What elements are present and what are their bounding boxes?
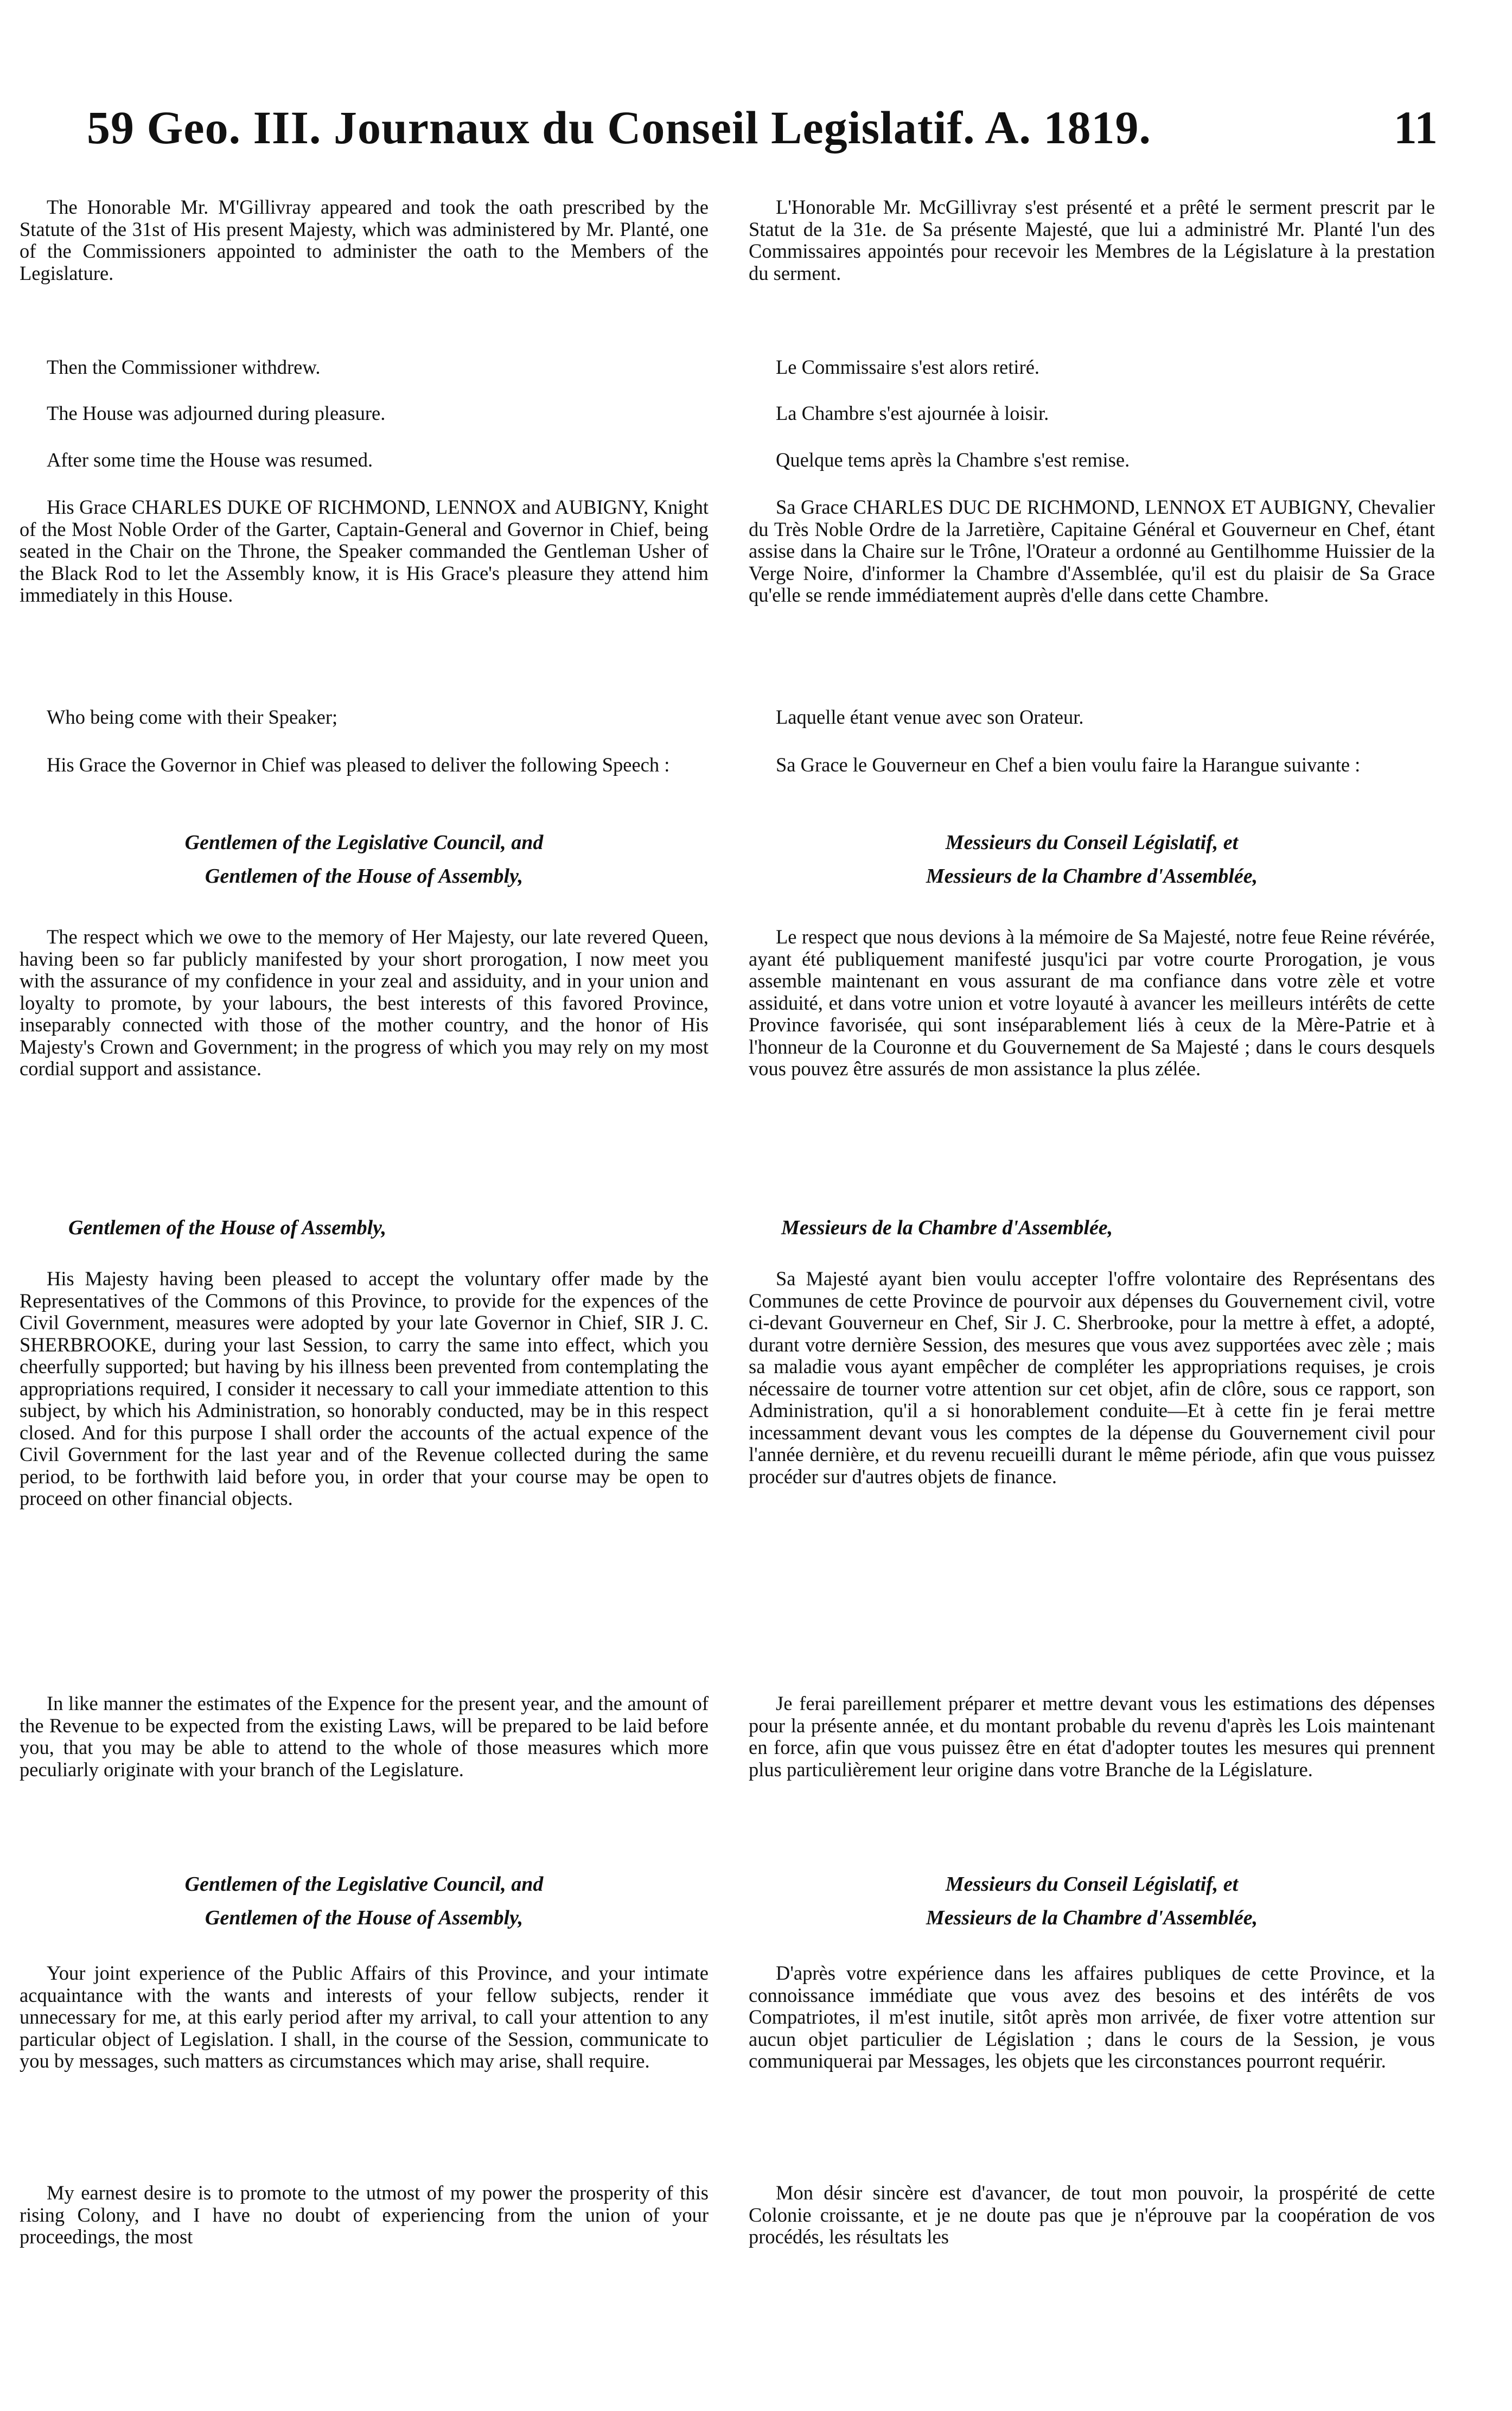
- heading-line: Gentlemen of the House of Assembly,: [68, 1216, 387, 1239]
- paragraph-estimates: Je ferai pareillement préparer et mettre devant vous les estimations des dépenses pour la présente année, et du montant probable du revenu d'après les Lois maintenant en force, afin que vous puissez être en état d'adopter toutes les mesures qui prennent plus particulièrement leur origine dans votre Branche de la Législature.: [749, 1692, 1435, 1781]
- heading-both-houses-2: [749, 1867, 1435, 1935]
- running-title: 59 Geo. III. Journaux du Conseil Legislatif. A. 1819.: [87, 101, 1151, 154]
- paragraph-respect: The respect which we owe to the memory of Her Majesty, our late revered Queen, having been so far publicly manifested by your short prorogation, I now meet you with the assurance of my confidence in your zeal and assiduity, and in your union and loyalty to promote, by your labours, the best interests of this favored Province, inseparably connected with those of the mother country, and the honor of His Majesty's Crown and Government; in the progress of which you may rely on my most cordial support and assistance.: [20, 926, 709, 1080]
- heading-both-houses: [749, 826, 1435, 893]
- heading-both-houses: [20, 826, 709, 893]
- page-header: [49, 100, 1438, 160]
- heading-line: Messieurs de la Chambre d'Assemblée,: [926, 865, 1258, 888]
- heading-both-houses-2: [20, 1867, 709, 1935]
- paragraph-commissioner-withdrew: Le Commissaire s'est alors retiré.: [776, 356, 1040, 378]
- heading-line: Gentlemen of the House of Assembly,: [205, 865, 524, 888]
- paragraph-governor-seated: His Grace CHARLES DUKE OF RICHMOND, LENNOX and AUBIGNY, Knight of the Most Noble Order of the Garter, Captain-General and Governor in Chief, being seated in the Chair on the Throne, the Speaker commanded the Gentleman Usher of the Black Rod to let the Assembly know, it is His Grace's pleasure they attend him immediately in this House.: [20, 496, 709, 606]
- paragraph-house-adjourned: The House was adjourned during pleasure.: [47, 402, 386, 424]
- heading-line: Messieurs de la Chambre d'Assemblée,: [926, 1906, 1258, 1929]
- heading-line: Messieurs du Conseil Législatif, et: [945, 831, 1239, 854]
- heading-line: Gentlemen of the House of Assembly,: [205, 1906, 524, 1929]
- paragraph-earnest-desire: Mon désir sincère est d'avancer, de tout mon pouvoir, la prospérité de cette Colonie croissante, et je ne doute pas que je n'éprouve par la coopération de vos procédés, les résultats les: [749, 2182, 1435, 2248]
- paragraph-speaker-come: Laquelle étant venue avec son Orateur.: [776, 706, 1084, 728]
- paragraph-speech-intro: Sa Grace le Gouverneur en Chef a bien voulu faire la Harangue suivante :: [776, 754, 1361, 776]
- paragraph-civil-government: His Majesty having been pleased to accept the voluntary offer made by the Representatives of the Commons of this Province, to provide for the expences of the Civil Government, measures were adopted by your late Governor in Chief, SIR J. C. SHERBROOKE, during your last Session, to carry the same into effect, which you cheerfully supported; but having by his illness been prevented from contemplating the appropriations required, I consider it necessary to call your immediate attention to this subject, by which his Administration, so honorably conducted, may be in this respect closed. And for this purpose I shall order the accounts of the actual expence of the Civil Government for the last year and of the Revenue collected during the same period, to be forthwith laid before you, in order that your course may be open to proceed on other financial objects.: [20, 1267, 709, 1509]
- paragraph-oath: L'Honorable Mr. McGillivray s'est présenté et a prêté le serment prescrit par le Statut de la 31e. de Sa présente Majesté, que lui a administré Mr. Planté l'un des Commissaires appointés pour recevoir les Membres de la Législature à la prestation du serment.: [749, 196, 1435, 284]
- paragraph-house-resumed: After some time the House was resumed.: [47, 449, 373, 471]
- heading-line: Messieurs du Conseil Législatif, et: [945, 1873, 1239, 1896]
- paragraph-estimates: In like manner the estimates of the Expence for the present year, and the amount of the Revenue to be expected from the existing Laws, will be prepared to be laid before you, that you may be able to attend to the whole of those measures which more peculiarly originate with your branch of the Legislature.: [20, 1692, 709, 1781]
- paragraph-earnest-desire: My earnest desire is to promote to the utmost of my power the prosperity of this rising Colony, and I have no doubt of experiencing from the union of your proceedings, the most: [20, 2182, 709, 2248]
- heading-line: Gentlemen of the Legislative Council, and: [184, 1873, 544, 1896]
- page-number: 11: [1393, 101, 1438, 154]
- heading-assembly: [20, 1211, 709, 1245]
- paragraph-governor-seated: Sa Grace CHARLES DUC DE RICHMOND, LENNOX ET AUBIGNY, Chevalier du Très Noble Ordre de la Jarretière, Capitaine Général et Gouverneur en Chef, étant assise dans la Chaire sur le Trône, l'Orateur a ordonné au Gentilhomme Huissier de la Verge Noire, d'informer la Chambre d'Assemblée, qu'il est du plaisir de Sa Grace qu'elle se rende immédiatement auprès d'elle dans cette Chambre.: [749, 496, 1435, 606]
- paragraph-house-resumed: Quelque tems après la Chambre s'est remise.: [776, 449, 1130, 471]
- heading-line: Messieurs de la Chambre d'Assemblée,: [781, 1216, 1113, 1239]
- paragraph-speaker-come: Who being come with their Speaker;: [47, 706, 338, 728]
- paragraph-house-adjourned: La Chambre s'est ajournée à loisir.: [776, 402, 1049, 424]
- paragraph-civil-government: Sa Majesté ayant bien voulu accepter l'offre volontaire des Représentans des Communes de cette Province de pourvoir aux dépenses du Gouvernement civil, votre ci-devant Gouverneur en Chef, Sir J. C. Sherbrooke, pour la mettre à effet, a adopté, durant votre dernière Session, des mesures que vous avez supportées avec zèle ; mais sa maladie vous ayant empêcher de compléter les appropriations requises, je crois nécessaire de tourner votre attention sur cet objet, afin de clôre, sous ce rapport, son Administration, qu'il a si honorablement conduite—Et à cette fin je ferai mettre incessamment devant vous les comptes de la dépense du Gouvernement civil pour l'année dernière, et du revenu recueilli durant le même période, afin que vous puissez procéder sur d'autres objets de finance.: [749, 1267, 1435, 1488]
- paragraph-oath: The Honorable Mr. M'Gillivray appeared and took the oath prescribed by the Statute of the 31st of His present Majesty, which was administered by Mr. Planté, one of the Commissioners appointed to administer the oath to the Members of the Legislature.: [20, 196, 709, 284]
- paragraph-joint-experience: Your joint experience of the Public Affairs of this Province, and your intimate acquaintance with the wants and interests of your fellow subjects, render it unnecessary for me, at this early period after my arrival, to call your attention to any particular object of Legislation. I shall, in the course of the Session, communicate to you by messages, such matters as circumstances which may arise, shall require.: [20, 1962, 709, 2072]
- paragraph-joint-experience: D'après votre expérience dans les affaires publiques de cette Province, et la connoissance immédiate que vous avez des besoins et des intérêts de vos Compatriotes, il m'est inutile, sitôt après mon arrivée, de fixer votre attention sur aucun objet particulier de Législation ; dans le cours de la Session, je vous communiquerai par Messages, les objets que les circonstances pourront requérir.: [749, 1962, 1435, 2072]
- heading-line: Gentlemen of the Legislative Council, and: [184, 831, 544, 854]
- paragraph-commissioner-withdrew: Then the Commissioner withdrew.: [47, 356, 321, 378]
- heading-assembly: [749, 1211, 1435, 1245]
- paragraph-speech-intro: His Grace the Governor in Chief was pleased to deliver the following Speech :: [47, 754, 670, 776]
- paragraph-respect: Le respect que nous devions à la mémoire de Sa Majesté, notre feue Reine révérée, ayant été publiquement manifesté jusqu'ici par votre courte Prorogation, je vous assemble maintenant en vous assurant de ma confiance dans votre zèle et votre assiduité, et dans votre union et votre loyauté à avancer les meilleurs intérêts de cette Province favorisée, qui sont inséparablement liés à ceux de la Mère-Patrie et à l'honneur de la Couronne et du Gouvernement de Sa Majesté ; dans le cours desquels vous pouvez être assurés de mon assistance la plus zélée.: [749, 926, 1435, 1080]
